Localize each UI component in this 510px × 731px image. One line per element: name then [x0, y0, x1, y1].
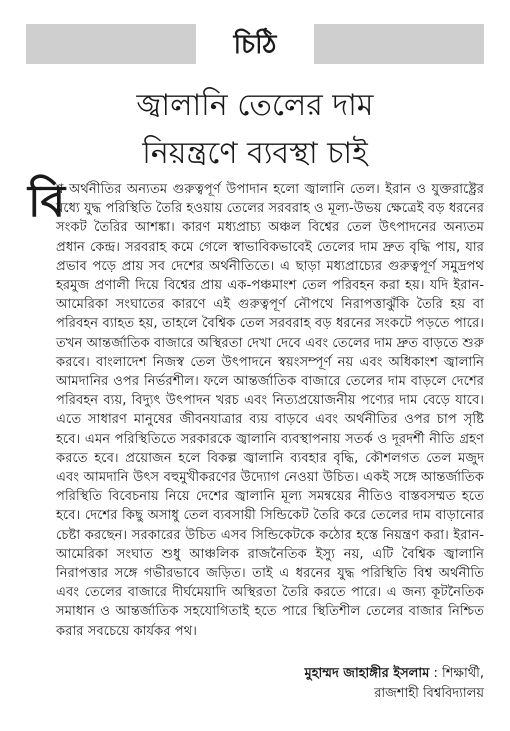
- headline-line-2: নিয়ন্ত্রণে ব্যবস্থা চাই: [142, 136, 368, 171]
- author-signature: [184, 664, 484, 704]
- headline: [26, 82, 484, 178]
- author-role: শিক্ষার্থী,: [442, 666, 484, 681]
- author-name: মুহাম্মদ জাহাঙ্গীর ইসলাম: [304, 666, 430, 681]
- headline-line-1: জ্বালানি তেলের দাম: [136, 88, 374, 123]
- author-affiliation: রাজশাহী বিশ্ববিদ্যালয়: [374, 686, 484, 701]
- section-header: [26, 24, 484, 66]
- section-bar-left: [26, 24, 196, 64]
- author-line: [184, 664, 484, 684]
- author-separator: :: [429, 666, 443, 681]
- section-label: চিঠি: [233, 30, 277, 60]
- article-body: শ্ব অর্থনীতির অন্যতম গুরুত্বপূর্ণ উপাদান হলো জ্বালানি তেল। ইরান ও যুক্তরাষ্ট্রের মধ্যে যুদ্ধ পরিস্থিতি তৈরি হওয়ায় তেলের সরবরাহ ও মূল্য-উভয় ক্ষেত্রেই বড় ধরনের সংকট তৈরির আশঙ্কা। কারণ মধ্যপ্রাচ্য অঞ্চল বিশ্বের তেল উৎপাদনের অন্যতম প্রধান কেন্দ্র। সরবরাহ কমে গেলে স্বাভাবিকভাবেই তেলের দাম দ্রুত বৃদ্ধি পায়, যার প্রভাব পড়ে প্রায় সব দেশের অর্থনীতিতে। এ ছাড়া মধ্যপ্রাচ্যের গুরুত্বপূর্ণ সমুদ্রপথ হরমুজ প্রণালী দিয়ে বিশ্বের প্রায় এক-পঞ্চমাংশ তেল পরিবহন করা হয়। যদি ইরান-আমেরিকা সংঘাতের কারণে এই গুরুত্বপূর্ণ নৌপথে নিরাপত্তাঝুঁকি তৈরি হয় বা পরিবহন ব্যাহত হয়, তাহলে বৈশ্বিক তেল সরবরাহ বড় ধরনের সংকটে পড়তে পারে। তখন আন্তর্জাতিক বাজারে অস্থিরতা দেখা দেবে এবং তেলের দাম দ্রুত বাড়তে শুরু করবে। বাংলাদেশ নিজস্ব তেল উৎপাদনে স্বয়ংসম্পূর্ণ নয় এবং অধিকাংশ জ্বালানি আমদানির ওপর নির্ভরশীল। ফলে আন্তর্জাতিক বাজারে তেলের দাম বাড়লে দেশের পরিবহন ব্যয়, বিদ্যুৎ উৎপাদন খরচ এবং নিত্যপ্রয়োজনীয় পণ্যের দাম বেড়ে যাবে। এতে সাধারণ মানুষের জীবনযাত্রার ব্যয় বাড়বে এবং অর্থনীতির ওপর চাপ সৃষ্টি হবে। এমন পরিস্থিতিতে সরকারকে জ্বালানি ব্যবস্থাপনায় সতর্ক ও দূরদর্শী নীতি গ্রহণ করতে হবে। প্রয়োজন হলে বিকল্প জ্বালানি ব্যবহার বৃদ্ধি, কৌশলগত তেল মজুদ এবং আমদানি উৎস বহুমুখীকরণের উদ্যোগ নেওয়া উচিত। একই সঙ্গে আন্তর্জাতিক পরিস্থিতি বিবেচনায় নিয়ে দেশের জ্বালানি মূল্য সমন্বয়ের নীতিও বাস্তবসম্মত হতে হবে। দেশের কিছু অসাধু তেল ব্যবসায়ী সিন্ডিকেট তৈরি করে তেলের দাম বাড়ানোর চেষ্টা করছেন। সরকারের উচিত এসব সিন্ডিকেটকে কঠোর হস্তে নিয়ন্ত্রণ করা। ইরান-আমেরিকা সংঘাত শুধু আঞ্চলিক রাজনৈতিক ইস্যু নয়, এটি বৈশ্বিক জ্বালানি নিরাপত্তার সঙ্গে গভীরভাবে জড়িত। তাই এ ধরনের যুদ্ধ পরিস্থিতি বিশ্ব অর্থনীতি এবং তেলের বাজারে দীর্ঘমেয়াদি অস্থিরতা তৈরি করতে পারে। এ জন্য কূটনৈতিক সমাধান ও আন্তর্জাতিক সহযোগিতাই হতে পারে স্থিতিশীল তেলের বাজার নিশ্চিত করার সবচেয়ে কার্যকর পথ।: [56, 182, 484, 639]
- section-bar-right: [314, 24, 484, 64]
- drop-cap: বি: [28, 176, 66, 227]
